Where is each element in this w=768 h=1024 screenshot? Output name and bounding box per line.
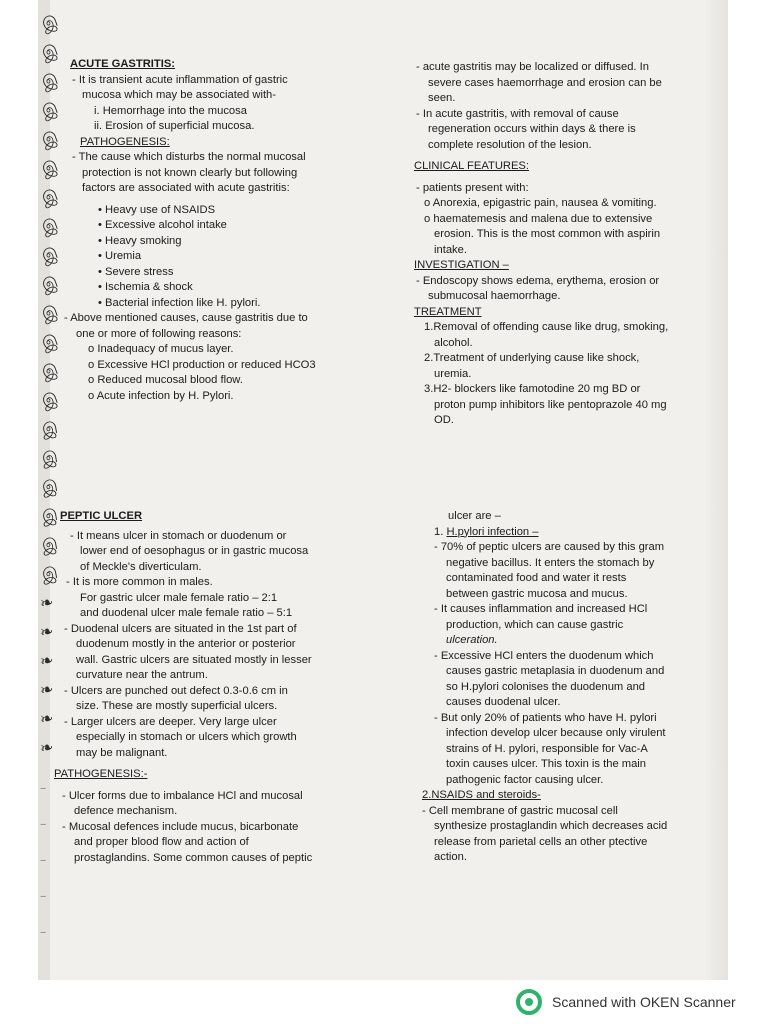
text-line: - In acute gastritis, with removal of cause — [416, 107, 619, 120]
text-line: - Cell membrane of gastric mucosal cell — [422, 804, 618, 817]
text-line: For gastric ulcer male female ratio – 2:1 — [80, 591, 278, 604]
hpylori-heading: 1. H.pylori infection – — [434, 525, 539, 538]
text-line: - Excessive HCl enters the duodenum which — [434, 649, 654, 662]
bullet-item: • Severe stress — [98, 265, 174, 278]
text-line: synthesize prostaglandin which decreases acid — [434, 820, 668, 832]
text-line: especially in stomach or ulcers which growth — [76, 731, 297, 743]
bullet-item: • Heavy use of NSAIDS — [98, 203, 216, 216]
investigation-heading: INVESTIGATION – — [414, 259, 509, 271]
text-line: - Endoscopy shows edema, erythema, erosion or — [416, 274, 660, 287]
spiral-mark: ‒ — [40, 891, 47, 902]
hpylori-heading-text: H.pylori infection – — [446, 525, 539, 538]
text-line: so H.pylori colonises the duodenum and — [446, 680, 646, 693]
text-line: duodenum mostly in the anterior or posterior — [76, 638, 296, 650]
spiral-coil: இ — [39, 300, 61, 325]
text-line: one or more of following reasons: — [76, 327, 242, 340]
spiral-coil: இ — [39, 97, 61, 122]
text-line: submucosal haemorrhage. — [428, 290, 561, 302]
text-line: wall. Gastric ulcers are situated mostly in lesser — [76, 653, 312, 666]
text-line: - Mucosal defences include mucus, bicarbonate — [62, 820, 299, 833]
text-line: ii. Erosion of superficial mucosa. — [94, 120, 255, 132]
text-line: o Inadequacy of mucus layer. — [88, 343, 234, 355]
spiral-coil: ❧ — [38, 678, 55, 701]
spiral-coil: இ — [39, 184, 61, 209]
text-line: complete resolution of the lesion. — [428, 138, 592, 151]
scanner-footer-text: Scanned with OKEN Scanner — [552, 994, 736, 1010]
text-line: alcohol. — [434, 336, 473, 349]
spiral-mark: ‒ — [40, 819, 47, 830]
spiral-coil: இ — [39, 155, 61, 180]
text-line: proton pump inhibitors like pentoprazole 40 mg — [434, 398, 667, 411]
text-line: 2.Treatment of underlying cause like shock, — [424, 352, 640, 364]
spiral-coil: இ — [39, 271, 61, 296]
text-line: ulcer are – — [448, 510, 501, 522]
bullet-item: • Bacterial infection like H. pylori. — [98, 296, 261, 309]
spiral-coil: இ — [40, 417, 60, 440]
spiral-coil: ❧ — [38, 707, 55, 730]
text-line: and duodenal ulcer male female ratio – 5:1 — [80, 607, 293, 619]
spiral-coil: இ — [39, 329, 61, 354]
peptic-ulcer-causes — [422, 509, 668, 866]
text-line: - Duodenal ulcers are situated in the 1st part of — [64, 622, 297, 635]
spiral-coil: இ — [39, 387, 61, 412]
text-line: severe cases haemorrhage and erosion can be — [428, 76, 662, 89]
text-line: - It is transient acute inflammation of gastric — [72, 73, 288, 86]
text-line: mucosa which may be associated with- — [82, 89, 277, 101]
text-line: protection is not known clearly but following — [82, 166, 298, 179]
spiral-coil: ❧ — [38, 620, 55, 643]
text-line: causes gastric metaplasia in duodenum and — [446, 665, 665, 677]
spiral-mark: ‒ — [40, 927, 47, 938]
spiral-coil: இ — [40, 533, 60, 556]
page-shadow — [704, 0, 728, 980]
spiral-coil: இ — [39, 126, 61, 151]
text-line: infection develop ulcer because only virulent — [446, 727, 666, 739]
spiral-coil: ❧ — [38, 591, 55, 614]
text-line: of Meckle's diverticulam. — [80, 560, 202, 573]
spiral-coil: இ — [40, 475, 60, 498]
text-line: erosion. This is the most common with aspirin — [434, 228, 661, 240]
spiral-coil: இ — [40, 446, 60, 469]
peptic-ulcer-section — [54, 509, 313, 866]
text-line: seen. — [428, 92, 456, 104]
text-line: - It causes inflammation and increased HCl — [434, 603, 648, 615]
acute-gastritis-section — [64, 57, 316, 404]
text-line: - acute gastritis may be localized or diffused. In — [416, 61, 649, 73]
text-line: strains of H. pylori, responsible for Vac-A — [446, 742, 648, 755]
text-line: release from parietal cells an other ptective — [434, 835, 648, 848]
text-line: o Acute infection by H. Pylori. — [88, 389, 234, 402]
text-line: - Larger ulcers are deeper. Very large ulcer — [64, 715, 277, 728]
text-line: - 70% of peptic ulcers are caused by this gram — [434, 541, 665, 553]
text-line: o haematemesis and malena due to extensive — [424, 212, 653, 225]
spiral-mark: ‒ — [40, 783, 47, 794]
text-line: o Reduced mucosal blood flow. — [88, 374, 243, 386]
clinical-features-heading: CLINICAL FEATURES: — [414, 160, 530, 172]
text-line: between gastric mucosa and mucus. — [446, 587, 628, 600]
subheading: PATHOGENESIS:- — [54, 768, 148, 780]
text-line: - It is more common in males. — [66, 576, 213, 588]
text-line: may be malignant. — [76, 746, 168, 759]
text-line: toxin causes ulcer. This toxin is the main — [446, 758, 647, 770]
spiral-coil: ❧ — [38, 649, 55, 672]
text-line: contaminated food and water it rests — [446, 572, 627, 584]
spiral-coil: இ — [39, 358, 61, 383]
spiral-coil: இ — [40, 504, 60, 527]
text-line: factors are associated with acute gastritis: — [82, 182, 290, 194]
bullet-item: • Excessive alcohol intake — [98, 219, 227, 231]
text-line: prostaglandins. Some common causes of peptic — [74, 851, 313, 864]
text-line: i. Hemorrhage into the mucosa — [94, 104, 247, 117]
text-line: - Above mentioned causes, cause gastritis due to — [64, 312, 308, 324]
text-line: - Ulcer forms due to imbalance HCl and mucosal — [62, 789, 303, 802]
spiral-coil: இ — [39, 10, 61, 35]
text-line: regeneration occurs within days & there is — [428, 123, 636, 135]
scanner-footer — [516, 990, 736, 1014]
section-heading: ACUTE GASTRITIS: — [70, 58, 176, 70]
bullet-item: • Uremia — [98, 250, 142, 262]
text-line: uremia. — [434, 367, 472, 380]
text-line: ulceration. — [446, 634, 498, 646]
text-line: - It means ulcer in stomach or duodenum or — [70, 529, 287, 542]
spiral-coil: இ — [39, 242, 61, 267]
text-line: 1.Removal of offending cause like drug, smoking, — [424, 321, 669, 333]
text-line: curvature near the antrum. — [76, 669, 208, 681]
bullet-item: • Ischemia & shock — [98, 281, 193, 293]
subheading: PATHOGENESIS: — [80, 135, 170, 148]
text-line: o Excessive HCl production or reduced HCO3 — [88, 358, 316, 371]
text-line: - patients present with: — [416, 181, 529, 194]
text-line: size. These are mostly superficial ulcers. — [76, 700, 278, 712]
text-line: - The cause which disturbs the normal mucosal — [72, 151, 306, 163]
text-line: - Ulcers are punched out defect 0.3-0.6 cm in — [64, 684, 288, 697]
text-line: defence mechanism. — [74, 805, 178, 817]
spiral-coil: இ — [39, 39, 61, 64]
text-line: causes duodenal ulcer. — [446, 696, 561, 708]
section-heading: PEPTIC ULCER — [60, 510, 143, 522]
text-line: production, which can cause gastric — [446, 618, 624, 631]
text-line: intake. — [434, 243, 467, 256]
text-line: pathogenic factor causing ulcer. — [446, 773, 604, 786]
spiral-coil: இ — [39, 213, 61, 238]
spiral-coil: இ — [39, 68, 61, 93]
treatment-heading: TREATMENT — [414, 305, 482, 318]
text-line: o Anorexia, epigastric pain, nausea & vomiting. — [424, 197, 657, 209]
text-line: lower end of oesophagus or in gastric mucosa — [80, 545, 309, 557]
text-line: OD. — [434, 414, 454, 426]
spiral-mark: ‒ — [40, 855, 47, 866]
text-line: and proper blood flow and action of — [74, 836, 249, 848]
spiral-coil: இ — [40, 562, 60, 585]
bullet-item: • Heavy smoking — [98, 234, 182, 247]
oken-scanner-logo-icon — [516, 989, 542, 1015]
text-line: - But only 20% of patients who have H. pylori — [434, 711, 657, 724]
text-line: 3.H2- blockers like famotodine 20 mg BD or — [424, 383, 641, 395]
text-line: negative bacillus. It enters the stomach by — [446, 556, 655, 569]
spiral-coil: ❧ — [38, 736, 55, 759]
text-line: action. — [434, 851, 467, 863]
nsaids-heading: 2.NSAIDS and steroids- — [422, 789, 541, 801]
acute-gastritis-continued — [416, 60, 668, 429]
